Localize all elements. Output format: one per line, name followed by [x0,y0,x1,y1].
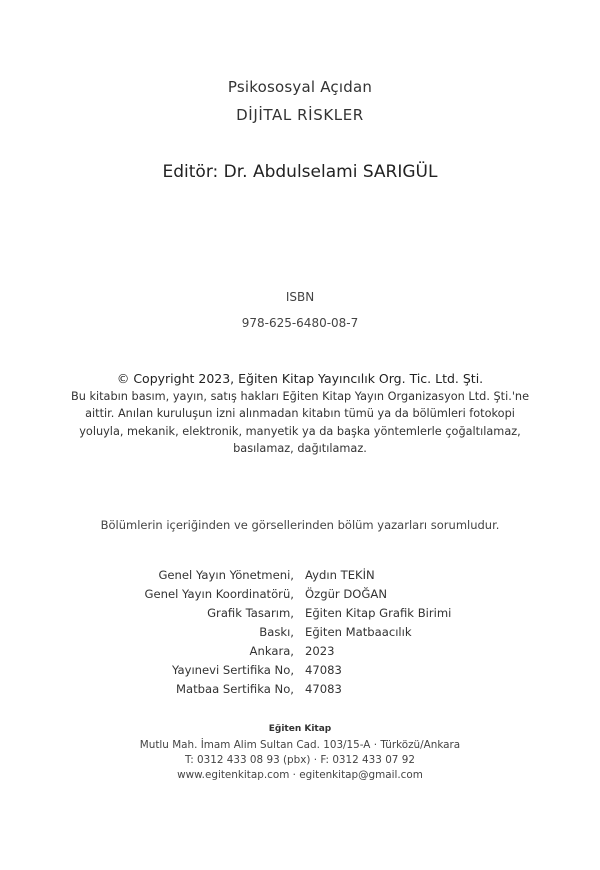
publisher-web: www.egitenkitap.com · egitenkitap@gmail.com [177,769,423,781]
credit-row [0,625,600,644]
copyright-notice-line: basılamaz, dağıtılamaz. [233,441,367,455]
copyright-notice-line: yoluyla, mekanik, elektronik, manyetik ya da başka yöntemlerle çoğaltılamaz, [79,424,521,438]
copyright-line: © Copyright 2023, Eğiten Kitap Yayıncılık Org. Tic. Ltd. Şti. [116,371,484,386]
credit-label: Genel Yayın Yönetmeni, [158,568,294,582]
credit-label: Ankara, [249,644,294,658]
credit-value: Eğiten Matbaacılık [305,625,412,639]
publisher-name: Eğiten Kitap [268,724,332,734]
credit-value: 2023 [305,644,335,658]
credit-label: Grafik Tasarım, [207,606,294,620]
credit-value: Aydın TEKİN [305,568,375,582]
publisher-address: Mutlu Mah. İmam Alim Sultan Cad. 103/15-A · Türközü/Ankara [139,739,461,751]
credit-value: 47083 [305,663,342,677]
isbn-label: ISBN [285,290,315,304]
credit-value: 47083 [305,682,342,696]
credit-label: Yayınevi Sertifika No, [172,663,294,677]
copyright-notice-line: Bu kitabın basım, yayın, satış hakları Eğiten Kitap Yayın Organizasyon Ltd. Şti.'ne [70,390,530,403]
credit-label: Matbaa Sertifika No, [176,682,294,696]
credit-row [0,644,600,663]
book-title: DİJİTAL RİSKLER [236,106,364,124]
credits-list [0,568,600,701]
publisher-phone: T: 0312 433 08 93 (pbx) · F: 0312 433 07 92 [185,754,415,766]
credit-row [0,682,600,701]
credit-row [0,663,600,682]
credit-value: Eğiten Kitap Grafik Birimi [305,606,452,620]
credit-row [0,568,600,587]
copyright-notice [0,388,600,457]
credit-value: Özgür DOĞAN [305,587,388,601]
isbn-value: 978-625-6480-08-7 [241,316,359,330]
credit-label: Baskı, [259,625,294,639]
responsibility-statement: Bölümlerin içeriğinden ve görsellerinden bölüm yazarları sorumludur. [100,518,500,532]
credit-row [0,587,600,606]
credit-row [0,606,600,625]
book-editor: Editör: Dr. Abdulselami SARIGÜL [162,162,438,182]
credit-label: Genel Yayın Koordinatörü, [144,587,294,601]
book-subtitle: Psikososyal Açıdan [227,78,373,96]
copyright-notice-line: aittir. Anılan kuruluşun izni alınmadan kitabın tümü ya da bölümleri fotokopi [85,407,515,421]
